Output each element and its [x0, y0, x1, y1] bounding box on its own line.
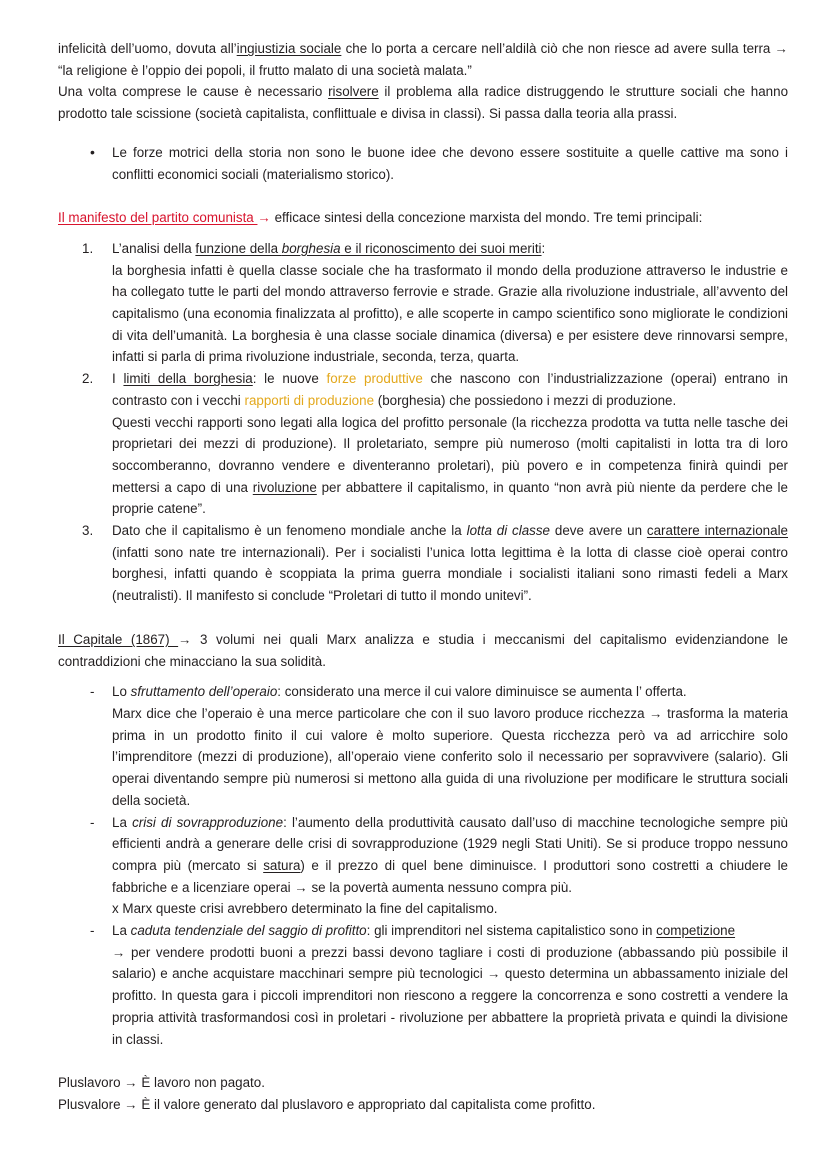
item2-highlight-forze-produttive: forze produttive [326, 371, 423, 387]
cap-item1-body [112, 703, 788, 812]
definition-text: È il valore generato dal pluslavoro e appropriato dal capitalista come profitto. [137, 1096, 596, 1112]
cap-item3-lead-a: La [112, 923, 131, 939]
item3-a: Dato che il capitalismo è un fenomeno mondiale anche la [112, 523, 467, 539]
arrow-icon: → [257, 210, 271, 226]
intro-quote: “la religione è l’oppio dei popoli, il frutto malato di una società malata.” [58, 62, 472, 78]
arrow-icon: → [178, 631, 192, 647]
list-item [58, 520, 788, 607]
item1-italic-borghesia: borghesia [281, 240, 341, 256]
item2-body-b: per abbattere il capitalismo, in quanto “non avrà più niente da perdere che le proprie catene”. [112, 479, 788, 517]
item3-italic-lotta-di-classe: lotta di classe [466, 523, 551, 539]
intro-paragraph-1 [58, 38, 788, 81]
spacer [58, 125, 788, 142]
heading-capitale-intro: 3 volumi nei quali Marx analizza e studia i meccanismi del capitalismo evidenziandone le contraddizioni che minacciano la sua solidità. [58, 631, 788, 669]
arrow-icon: → [112, 944, 126, 960]
cap-item1-body-a: Marx dice che l’operaio è una merce particolare che con il suo lavoro produce ricchezza [112, 705, 650, 721]
arrow-icon: → [487, 966, 501, 982]
item2-lead-d: (borghesia) che possiedono i mezzi di produzione. [374, 392, 677, 408]
item1-body: la borghesia infatti è quella classe sociale che ha trasformato il mondo della produzione attraverso le industrie e ha collegato tutte le parti del mondo attraverso ferrovie e strade. Grazie alla rivoluzione industriale, all’avvento del capitalismo (una economia finalizzata al profitto), e alle scoperte in campo scientifico sono migliorate le condizioni di vita dell’umanità. La borghesia è una classe sociale dinamica (diversa) e per esistere deve rinnovarsi sempre, infatti si parla di prima rivoluzione industriale, seconda, terza, quarta. [112, 262, 788, 365]
dash-list-capitale [58, 681, 788, 1050]
bullet-materialismo-text: Le forze motrici della storia non sono le buone idee che devono essere sostituite a quelle cattive ma sono i conflitti economici sociali (materialismo storico). [112, 144, 788, 182]
item1-underline-meriti: e il riconoscimento dei suoi meriti [340, 240, 542, 256]
list-item [58, 681, 788, 811]
heading-manifesto-intro: efficace sintesi della concezione marxista del mondo. Tre temi principali: [270, 210, 703, 226]
list-item [58, 812, 788, 921]
item1-underline-funzione: funzione della [195, 240, 282, 256]
cap-item1-italic-sfruttamento: sfruttamento dell’operaio [130, 684, 278, 700]
item2-lead-c: che nascono con l’industrializzazione (operai) entrano in contrasto con i vecchi [112, 371, 788, 408]
cap-item2-underline-satura: satura [263, 857, 301, 873]
heading-capitale: Il Capitale (1867) [58, 631, 179, 647]
bullet-list-materialismo [58, 142, 788, 185]
item2-underline-limiti: limiti della borghesia [123, 371, 253, 387]
heading-manifesto: Il manifesto del partito comunista [58, 210, 258, 226]
cap-item3-italic-caduta: caduta tendenziale del saggio di profitto [130, 923, 367, 939]
definition-term: Plusvalore [58, 1096, 125, 1112]
cap-item1-body-b: trasforma la materia prima in un prodotto finito il cui valore è molto superiore. Questa ricchezza però va ad arricchire solo l’imprenditore (mezzi di produzione), all’operaio viene conferito solo il necessario per sopravvivere (salario). Gli operai diventando sempre più numerosi si mettono alla guida di una rivoluzione per modificare le struttura sociali della società. [112, 705, 788, 808]
spacer [58, 185, 788, 207]
arrow-icon: → [124, 1096, 138, 1112]
spacer [58, 229, 788, 238]
arrow-icon: → [294, 879, 308, 895]
document-body [58, 38, 788, 1116]
intro2-text-b: il problema alla radice distruggendo le strutture sociali che hanno prodotto tale scissione (società capitalista, conflittuale e divisa in classi). Si passa dalla teoria alla prassi. [58, 84, 789, 122]
intro2-text-a: Una volta comprese le cause è necessario [58, 84, 329, 100]
item2-lead-b: : le nuove [252, 371, 327, 387]
spacer [58, 672, 788, 681]
list-item [58, 920, 788, 1050]
intro-paragraph-2 [58, 81, 788, 124]
cap-item2-lead [112, 812, 788, 899]
cap-item3-lead-b: : gli imprenditori nel sistema capitalistico sono in [366, 923, 657, 939]
cap-item2-body: x Marx queste crisi avrebbero determinato la fine del capitalismo. [112, 901, 498, 917]
cap-item1-lead-a: Lo [112, 684, 131, 700]
cap-item3-lead [112, 920, 788, 942]
spacer [58, 607, 788, 629]
item2-body [112, 412, 788, 521]
intro-underline-ingiustizia: ingiustizia sociale [236, 41, 342, 56]
intro-underline-risolvere: risolvere [328, 84, 379, 100]
cap-item1-lead-b: : considerato una merce il cui valore diminuisce se aumenta l’ offerta. [277, 684, 687, 700]
item3-c: (infatti sono nate tre internazionali). Per i socialisti l’unica lotta legittima è la lotta di classe cioè operai contro borghesi, infatti quando è scoppiata la prima guerra mondiale i socialisti italiani sono rimasti fedeli a Marx (neutralisti). Il manifesto si conclude “Proletari di tutto il mondo unitevi”. [112, 544, 788, 604]
cap-item2-lead-c: ) e il prezzo di quel bene diminuisce. I produttori sono costretti a chiudere le fabbriche e a licenziare operai [112, 857, 788, 895]
item1-lead-a: L’analisi della [112, 240, 196, 256]
intro-text-b: che lo porta a cercare nell’aldilà ciò che non riesce ad avere sulla terra [341, 41, 775, 56]
definition-text: È lavoro non pagato. [137, 1075, 265, 1091]
item1-lead [112, 238, 788, 260]
arrow-icon: → [124, 1075, 138, 1091]
item2-lead-a: I [112, 371, 124, 387]
definition-term: Pluslavoro [58, 1075, 125, 1091]
arrow-icon: → [649, 705, 663, 721]
cap-item2-lead-d: se la povertà aumenta nessuno compra più. [307, 879, 573, 895]
definition-plusvalore [58, 1094, 788, 1116]
item1-lead-b: : [541, 240, 546, 256]
spacer [58, 1050, 788, 1072]
item2-highlight-rapporti-produzione: rapporti di produzione [244, 392, 375, 408]
list-item [58, 368, 788, 520]
cap-item3-body [112, 942, 788, 1051]
cap-item2-lead-a: La [112, 814, 133, 830]
cap-item3-underline-competizione: competizione [656, 923, 736, 939]
item2-body-a: Questi vecchi rapporti sono legati alla logica del profitto personale (la ricchezza prodotta va tutta nelle tasche dei proprietari dei mezzi di produzione). Il proletariato, sempre più numeroso (molti capitalisti in lotta tra di loro soccomberanno, dovranno vendere e diventeranno proletari), più povero e in competenza finirà quindi per mettersi a capo di una [112, 414, 788, 495]
item2-lead [112, 368, 788, 411]
cap-item1-lead [112, 681, 788, 703]
cap-item2-lead-b: : l’aumento della produttività causato dall’uso di macchine tecnologiche sempre più efficienti andrà a generare delle crisi di sovrapproduzione (1929 negli Stati Uniti). Se si produce troppo nessuno compra più (mercato si [112, 814, 788, 873]
list-item [58, 142, 788, 185]
item3-underline-carattere-internazionale: carattere internazionale [646, 523, 788, 539]
heading-capitale-line [58, 629, 788, 672]
cap-item2-italic-crisi: crisi di sovrapproduzione [132, 814, 284, 830]
intro-text-a: infelicità dell’uomo, dovuta all’ [58, 41, 237, 56]
cap-item3-body-b: questo determina un abbassamento iniziale del profitto. In questa gara i piccoli imprenditori non riescono a reggere la concorrenza e sono costretti a vendere la propria attività trasformandosi così in proletari - rivoluzione per abbattere la proprietà privata e quindi la divisione in classi. [112, 966, 789, 1047]
list-item [58, 238, 788, 368]
item3-b: deve avere un [550, 523, 647, 539]
item2-underline-rivoluzione: rivoluzione [252, 479, 317, 495]
cap-item3-body-a: per vendere prodotti buoni a prezzi bassi devono tagliare i costi di produzione (abbassando più possibile il salario) e anche acquistare macchinari sempre più tecnologici [112, 944, 788, 982]
numbered-list-manifesto [58, 238, 788, 607]
definition-pluslavoro [58, 1072, 788, 1094]
heading-manifesto-line [58, 207, 788, 229]
arrow-icon: → [774, 41, 788, 56]
